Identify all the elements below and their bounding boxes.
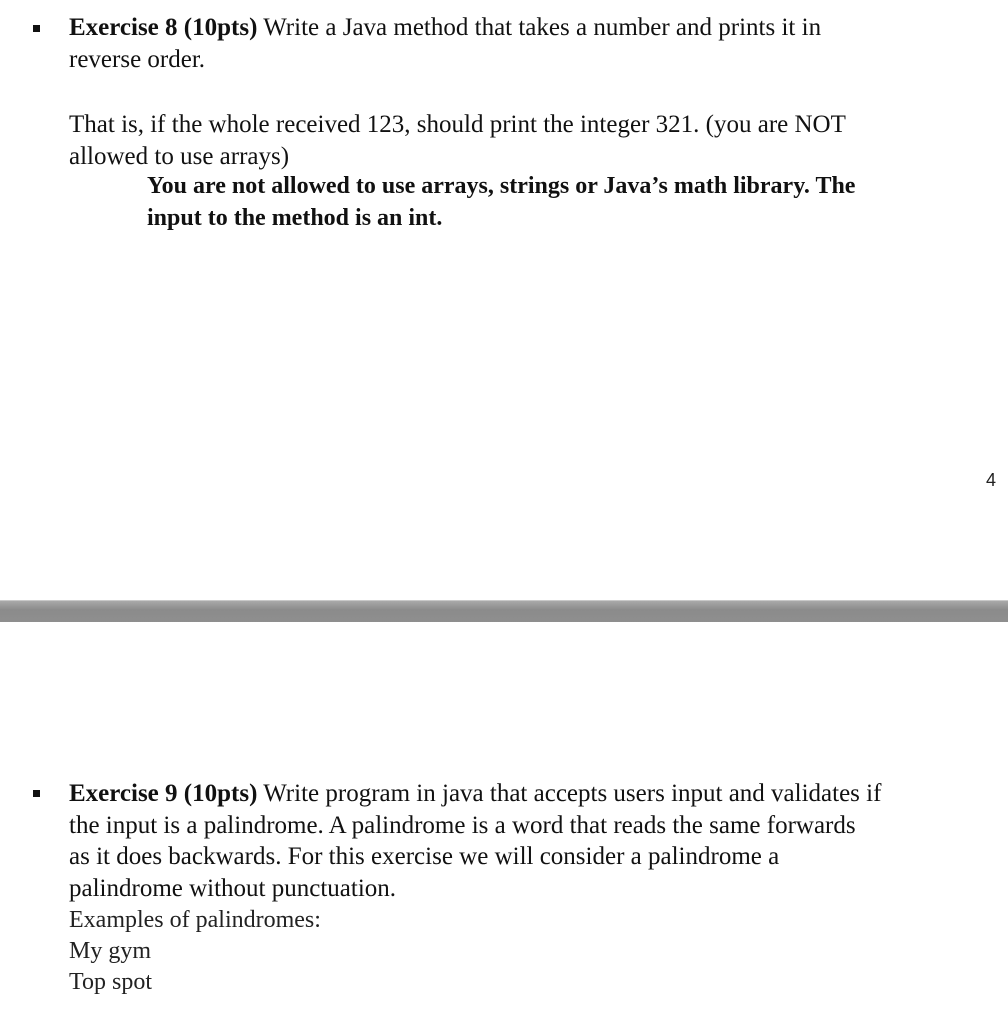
exercise9-line1: Write program in java that accepts users input and validates if	[257, 780, 882, 807]
document-page-lower	[0, 622, 1008, 1024]
palindrome-examples	[69, 905, 321, 998]
exercise9-prompt	[69, 778, 881, 904]
page-separator	[0, 600, 1008, 623]
exercise9-line4: palindrome without punctuation.	[69, 874, 397, 902]
exercise8-prompt	[69, 12, 821, 75]
exercise8-example-line2: allowed to use arrays)	[69, 142, 290, 170]
example-item: Top spot	[69, 969, 152, 995]
exercise8-example	[69, 109, 846, 172]
exercise8-constraint-line2: input to the method is an int.	[147, 204, 443, 231]
exercise9-line3: as it does backwards. For this exercise we will consider a palindrome a	[69, 843, 780, 870]
exercise8-example-line1: That is, if the whole received 123, should print the integer 321. (you are NOT	[69, 111, 846, 138]
exercise8-line1: Write a Java method that takes a number and prints it in	[257, 14, 822, 41]
page-number: 4	[986, 470, 997, 490]
exercise8-line2: reverse order.	[69, 45, 206, 73]
exercise8-constraint-line1: You are not allowed to use arrays, strings or Java’s math library. The	[147, 173, 856, 199]
examples-label: Examples of palindromes:	[69, 907, 321, 933]
exercise8-constraint	[147, 171, 855, 234]
bullet-icon	[33, 25, 40, 32]
example-item: My gym	[69, 938, 152, 964]
exercise9-heading: Exercise 9 (10pts)	[69, 780, 258, 807]
bullet-icon	[33, 790, 40, 797]
exercise9-line2: the input is a palindrome. A palindrome is a word that reads the same forwards	[69, 811, 856, 839]
exercise8-heading: Exercise 8 (10pts)	[69, 14, 258, 41]
